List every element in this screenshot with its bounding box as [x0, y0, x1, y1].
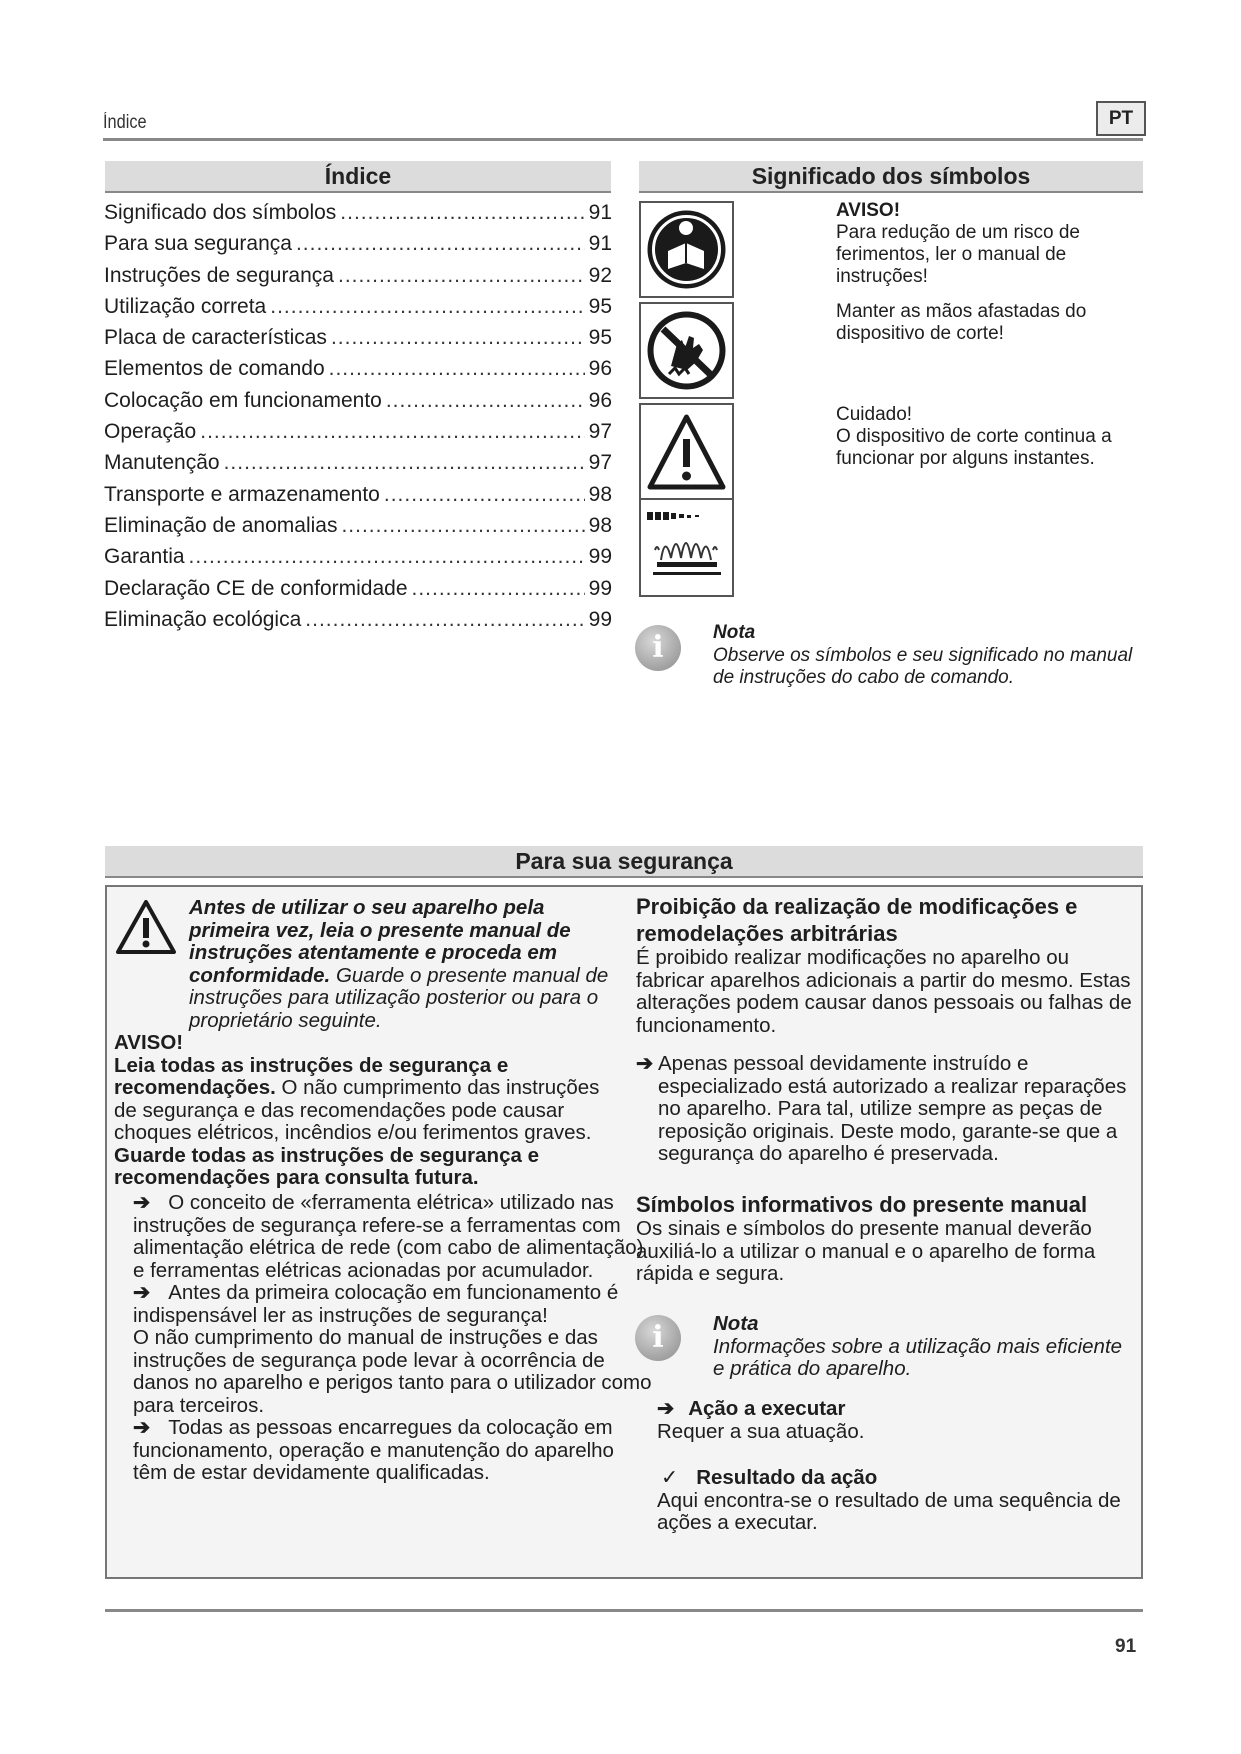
symbol-warning-text: [836, 200, 1136, 288]
toc-entry-page: 97: [588, 420, 612, 444]
caution-symbol: [639, 403, 734, 500]
arrow-right-icon: ➔: [133, 1416, 151, 1439]
toc-entry-page: 97: [588, 451, 612, 475]
toc-entry: [104, 389, 612, 420]
symbols-heading: Significado dos símbolos: [639, 161, 1143, 193]
toc-leader-dots: [338, 264, 585, 288]
no-hands-icon: [641, 304, 732, 397]
toc-leader-dots: [329, 357, 585, 381]
toc-entry-label: Transporte e armazenamento: [104, 482, 380, 506]
toc-entry-label: Significado dos símbolos: [104, 201, 337, 224]
toc-entry-page: 98: [588, 482, 612, 506]
toc-leader-dots: [341, 514, 584, 538]
toc-entry: [104, 420, 612, 451]
toc-leader-dots: [340, 201, 584, 225]
toc-entry-label: Placa de características: [104, 326, 327, 350]
read-manual-symbol: [639, 201, 734, 298]
warning-triangle-icon: [641, 405, 732, 498]
toc-entry: [104, 451, 612, 482]
arrow-right-icon: ➔: [636, 1052, 654, 1075]
toc-entry-label: Utilização correta: [104, 294, 267, 318]
action-title: Ação a executar: [688, 1397, 846, 1420]
symbol-hands-text: Manter as mãos afastadas do dispositivo de corte!: [836, 301, 1087, 344]
result-text: Aqui encontra-se o resultado de uma sequência de ações a executar.: [657, 1488, 1121, 1534]
safety-intro-rest: Guarde o presente manual de instruções para utilização posterior ou para o proprietário seguinte.: [189, 963, 609, 1032]
info-symbols-heading: Símbolos informativos do presente manual: [636, 1192, 1088, 1217]
toc-entry: [104, 545, 612, 576]
safety-heading: Para sua segurança: [105, 846, 1143, 878]
toc-entry-page: 96: [588, 388, 612, 412]
toc-leader-dots: [200, 420, 584, 444]
toc-leader-dots: [412, 577, 585, 601]
safety-intro: [189, 897, 619, 1032]
symbols-note-text: Observe os símbolos e seu significado no manual de instruções do cabo de comando.: [713, 644, 1133, 688]
toc-entry-page: 95: [588, 294, 612, 318]
safety-note-text: Informações sobre a utilização mais eficiente e prática do aparelho.: [713, 1334, 1123, 1380]
safety-note-title: Nota: [713, 1312, 759, 1335]
safety-warning-rest: O não cumprimento das instruções de segurança e das recomendações pode causar choques elétricos, incêndios e/ou ferimentos graves.: [114, 1076, 600, 1144]
toc-entry-page: 95: [588, 326, 612, 350]
symbols-note-title: Nota: [713, 622, 756, 643]
symbol-caution-title: Cuidado!: [836, 404, 913, 425]
header-rule: [103, 138, 1143, 141]
safety-note: [713, 1313, 1133, 1381]
safety-warning-bold: Leia todas as instruções de segurança e recomendações.: [114, 1053, 509, 1099]
toc-entry-page: 92: [588, 263, 612, 287]
safety-warning: [114, 1032, 619, 1190]
modifications-bullet: ➔ Apenas pessoal devidamente instruído e especializado está autorizado a realizar reparações no aparelho. Para tal, utilize sempre as peças de reposição originais. Deste modo, garante-se que a segurança do aparelho é preservada.: [636, 1052, 1127, 1165]
language-badge: PT: [1096, 101, 1146, 136]
toc-entry-label: Garantia: [104, 545, 185, 569]
symbol-warning-desc: Para redução de um risco de ferimentos, ler o manual de instruções!: [836, 222, 1080, 287]
toc-entry: [104, 232, 612, 263]
symbol-caution-desc: O dispositivo de corte continua a funcionar por alguns instantes.: [836, 426, 1112, 469]
toc-entry-label: Elementos de comando: [104, 357, 325, 381]
toc-entry-label: Declaração CE de conformidade: [104, 576, 408, 600]
footer-rule: [105, 1609, 1143, 1612]
toc-entry: [104, 201, 612, 232]
toc-entry-page: 99: [588, 607, 612, 631]
modifications-heading: Proibição da realização de modificações e remodelações arbitrárias: [636, 894, 1078, 946]
toc-leader-dots: [331, 326, 585, 350]
toc-entry-label: Eliminação ecológica: [104, 607, 302, 631]
bullet-1: ➔ O conceito de «ferramenta elétrica» utilizado nas instruções de segurança refere-se a ferramentas com alimentação elétrica de rede (com cabo de alimentação) e ferramentas elétricas acionadas por acumulador.: [133, 1191, 644, 1282]
toc-entry-label: Operação: [104, 420, 197, 444]
result-legend: [657, 1467, 1137, 1535]
safety-warning-title: AVISO!: [114, 1031, 184, 1054]
toc-entry: [104, 326, 612, 357]
info-icon: i: [635, 1315, 681, 1361]
toc-entry: [104, 577, 612, 608]
toc-entry-label: Eliminação de anomalias: [104, 513, 338, 537]
table-of-contents: [104, 201, 612, 639]
symbol-caution-text: [836, 404, 1136, 470]
bullet-3: ➔ Todas as pessoas encarregues da colocação em funcionamento, operação e manutenção do aparelho têm de estar devidamente qualificadas.: [133, 1416, 614, 1484]
toc-entry-page: 99: [588, 576, 612, 600]
toc-entry-label: Manutenção: [104, 451, 220, 475]
toc-entry-page: 91: [588, 232, 612, 256]
safety-warning-keep: Guarde todas as instruções de segurança e recomendações para consulta futura.: [114, 1143, 539, 1189]
modifications-text: É proibido realizar modificações no aparelho ou fabricar aparelhos adicionais a partir do mesmo. Estas alterações podem causar danos pessoais ou falhas de funcionamento.: [636, 946, 1132, 1037]
toc-leader-dots: [270, 295, 584, 319]
symbols-note: [713, 622, 1143, 690]
toc-entry: [104, 608, 612, 639]
toc-leader-dots: [305, 608, 584, 632]
action-legend: [657, 1398, 1137, 1443]
page-number: 91: [1115, 1636, 1137, 1657]
toc-entry-label: Instruções de segurança: [104, 263, 334, 287]
toc-entry: [104, 264, 612, 295]
info-symbols-text: Os sinais e símbolos do presente manual deverão auxiliá-lo a utilizar o manual e o aparelho de forma rápida e segura.: [636, 1217, 1096, 1285]
arrow-right-icon: ➔: [133, 1191, 151, 1214]
toc-entry: [104, 514, 612, 545]
toc-entry: [104, 357, 612, 388]
page-header-title: Índice: [103, 112, 147, 133]
toc-entry: [104, 295, 612, 326]
bullet-2: ➔ Antes da primeira colocação em funcionamento é indispensável ler as instruções de segurança!: [133, 1281, 619, 1327]
warning-triangle-icon: [114, 898, 178, 956]
read-manual-icon: [641, 203, 732, 296]
symbol-warning-title: AVISO!: [836, 200, 901, 221]
info-symbols-section: [636, 1192, 1136, 1286]
hands-away-symbol: [639, 302, 734, 399]
arrow-right-icon: ➔: [133, 1281, 151, 1304]
arrow-right-icon: ➔: [657, 1397, 675, 1420]
toc-leader-dots: [296, 232, 585, 256]
toc-leader-dots: [189, 545, 585, 569]
safety-intro-bold: Antes de utilizar o seu aparelho pela primeira vez, leia o presente manual de instruções atentamente e proceda em conformidade.: [189, 896, 571, 987]
blade-rundown-icon: [641, 500, 732, 593]
toc-entry-label: Colocação em funcionamento: [104, 388, 382, 412]
result-title: Resultado da ação: [696, 1466, 878, 1489]
toc-entry-page: 99: [588, 545, 612, 569]
toc-leader-dots: [224, 451, 585, 475]
action-text: Requer a sua atuação.: [657, 1419, 865, 1443]
toc-entry-page: 98: [588, 513, 612, 537]
checkmark-icon: ✓: [661, 1466, 679, 1489]
modifications-section: [636, 893, 1136, 1166]
info-icon: i: [635, 625, 681, 671]
safety-bullets: [133, 1192, 653, 1485]
rundown-symbol: [639, 500, 734, 597]
toc-leader-dots: [384, 483, 585, 507]
toc-heading: Índice: [105, 161, 611, 193]
toc-leader-dots: [386, 389, 585, 413]
toc-entry-page: 96: [588, 357, 612, 381]
toc-entry-label: Para sua segurança: [104, 232, 292, 256]
bullet-2-continuation: O não cumprimento do manual de instruções e das instruções de segurança pode levar à ocorrência de danos no aparelho e perigos tanto para o utilizador como para terceiros.: [133, 1326, 652, 1417]
toc-entry: [104, 483, 612, 514]
toc-entry-page: 91: [588, 201, 612, 224]
